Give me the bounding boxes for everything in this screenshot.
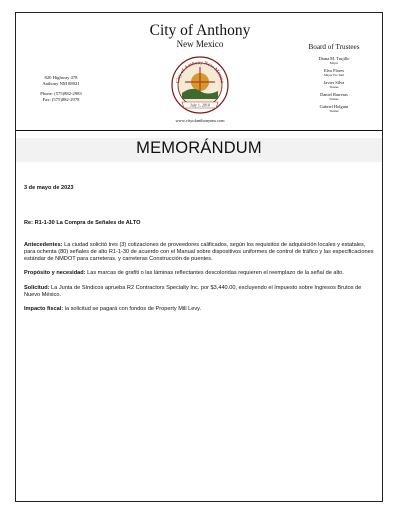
header-divider: [16, 130, 382, 131]
address-line-2: Anthony NM 88021: [42, 81, 80, 86]
section-text: La Junta de Síndicos aprueba R2 Contractors Specialty Inc. por $3,440.00, excluyendo el Impuesto sobre Ingresos Brutos de Nuevo México.: [24, 284, 362, 299]
memo-date: 3 de mayo de 2023: [24, 185, 74, 191]
memo-body: [24, 185, 376, 321]
section-label: Antecedentes:: [24, 241, 63, 248]
member-role: Trustee: [329, 97, 339, 101]
section-fiscal-impact: [24, 306, 376, 313]
member-role: Mayor Pro Tem: [323, 73, 345, 77]
member-role: Trustee: [329, 85, 339, 89]
city-title: City of Anthony: [149, 22, 251, 39]
board-member: [292, 92, 376, 101]
seal-arc-text: City of Anthony New Mexico: [175, 59, 225, 84]
address-line-1: 820 Highway 478: [44, 75, 78, 80]
state-subtitle: New Mexico: [176, 39, 224, 49]
member-name: Elva Flores: [323, 68, 345, 73]
phone-number: Phone: (575)882-2983: [40, 91, 82, 96]
board-members-list: [292, 56, 376, 116]
board-member: [292, 68, 376, 77]
board-title: Board of Trustees: [308, 43, 360, 51]
website-link[interactable]: www.cityofanthonynm.com: [175, 118, 225, 123]
section-purpose: [24, 270, 376, 277]
page-frame: [15, 12, 383, 502]
section-background: [24, 242, 376, 264]
member-name: Daniel Barreras: [320, 92, 348, 97]
memo-title: MEMORÁNDUM: [136, 139, 262, 157]
section-label: Solicitud:: [24, 284, 50, 291]
memo-subject: Re: R1-1-30 La Compra de Señales de ALTO: [24, 220, 141, 227]
section-text: Las marcas de grafiti o las láminas reflectantes descoloridas requieren el reemplazo de la señal de alto.: [85, 270, 344, 277]
member-name: Diana M. Trujillo: [318, 56, 350, 61]
address-block: [26, 75, 96, 103]
member-name: Gabriel Holguin: [319, 104, 349, 109]
member-name: Javier Silva: [323, 80, 345, 85]
city-seal-icon: [170, 55, 230, 117]
section-text: la solicitud se pagará con fondos de Property Mill Levy.: [63, 306, 202, 313]
section-request: [24, 285, 376, 300]
section-text: La ciudad solicitó tres (3) cotizaciones de proveedores calificados, según los requisitos de adquisición locales y estatales, para ochenta (80) señales de alto R1-1-30 de acuerdo con el Manual sobre dispositivos uniformes de control de tráfico y las especificaciones estándar de NMDOT para carreteras. y carreteras Construcción de puentes.: [24, 241, 374, 263]
member-role: Trustee: [329, 109, 339, 113]
board-member: [292, 80, 376, 89]
board-member: [292, 56, 376, 65]
seal-date: July 1, 2010: [190, 102, 210, 108]
section-label: Impacto fiscal:: [24, 306, 64, 313]
member-role: Mayor: [329, 61, 339, 65]
fax-number: Fax: (575)882-2978: [42, 97, 80, 102]
section-label: Propósito y necesidad:: [24, 270, 86, 277]
board-member: [292, 104, 376, 113]
